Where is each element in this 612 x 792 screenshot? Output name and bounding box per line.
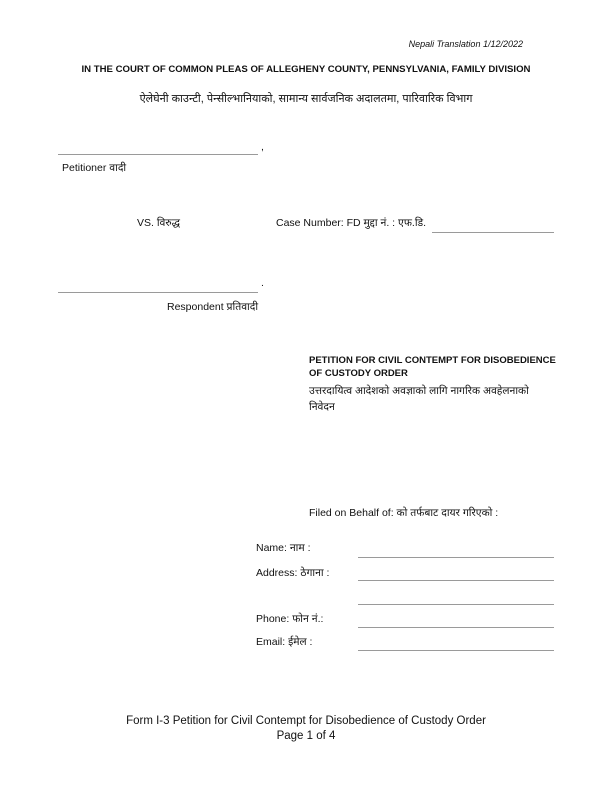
court-title-nepali: ऐलेघेनी काउन्टी, पेन्सील्भानियाको, सामान्य सार्वजनिक अदालतमा, पारिवारिक विभाग [139, 93, 473, 105]
versus-label: VS. विरुद्ध [137, 217, 181, 229]
filed-on-behalf-label: Filed on Behalf of: को तर्फबाट दायर गरिएको : [309, 507, 499, 519]
case-number-line[interactable] [432, 232, 554, 233]
phone-line[interactable] [358, 627, 554, 628]
petition-title-english-line2: OF CUSTODY ORDER [309, 368, 408, 379]
email-label: Email: ईमेल : [256, 636, 313, 648]
phone-label: Phone: फोन नं.: [256, 613, 324, 625]
case-number-label: Case Number: FD मुद्दा नं. : एफ.डि. [276, 217, 427, 229]
respondent-label: Respondent प्रतिवादी [167, 301, 259, 313]
address-label: Address: ठेगाना : [256, 567, 330, 579]
respondent-period: . [261, 277, 264, 289]
address-line-1[interactable] [358, 580, 554, 581]
petitioner-comma: , [261, 141, 264, 153]
court-title-english: IN THE COURT OF COMMON PLEAS OF ALLEGHENY COUNTY, PENNSYLVANIA, FAMILY DIVISION [81, 64, 531, 75]
email-line[interactable] [358, 650, 554, 651]
name-label: Name: नाम : [256, 542, 311, 554]
address-line-2[interactable] [358, 604, 554, 605]
petitioner-label: Petitioner वादी [62, 162, 127, 174]
petition-title-nepali-line1: उत्तरदायित्व आदेशको अवज्ञाको लागि नागरिक अवहेलनाको [309, 385, 529, 397]
footer-page-number: Page 1 of 4 [276, 730, 336, 742]
translation-note: Nepali Translation 1/12/2022 [408, 39, 523, 49]
name-line[interactable] [358, 557, 554, 558]
respondent-name-line[interactable] [58, 292, 258, 293]
petition-title-nepali-line2: निवेदन [309, 401, 335, 413]
petitioner-name-line[interactable] [58, 154, 258, 155]
footer-form-title: Form I-3 Petition for Civil Contempt for Disobedience of Custody Order [126, 715, 486, 727]
petition-title-english-line1: PETITION FOR CIVIL CONTEMPT FOR DISOBEDIENCE [309, 355, 556, 366]
